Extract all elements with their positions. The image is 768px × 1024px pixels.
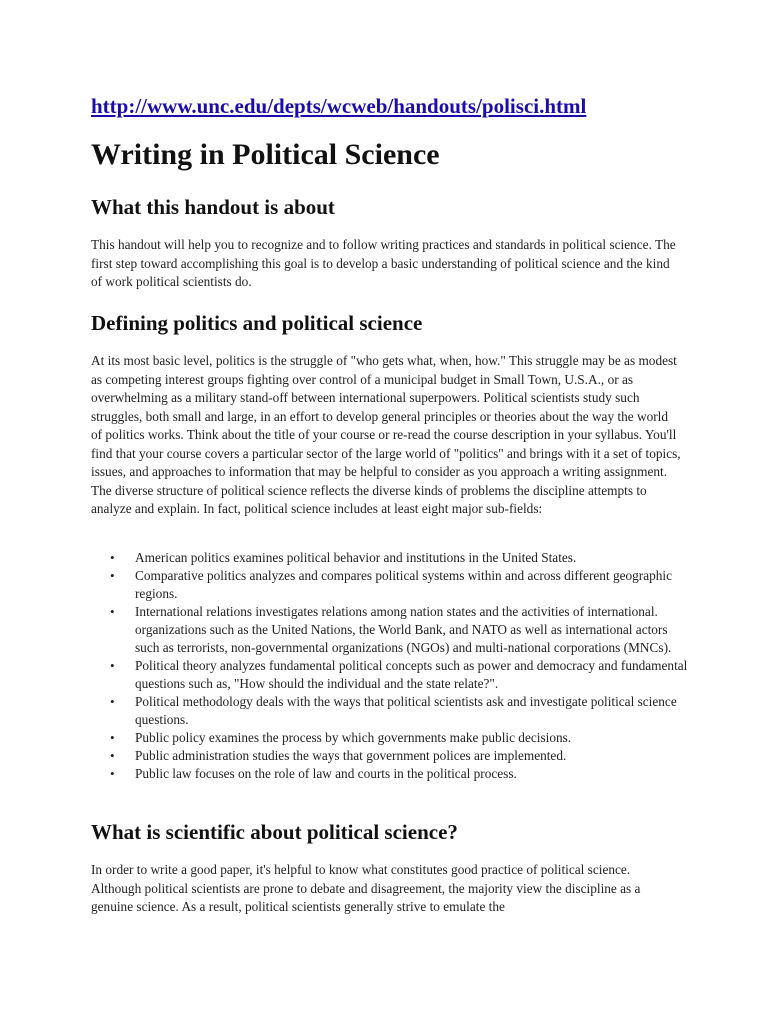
list-item-text: International relations investigates relations among nation states and the activities of international. organizations such as the United Nations, the World Bank, and NATO as well as international actors such as terrorists, non-governmental organizations (NGOs) and multi-national corporations (MNCs). <box>135 604 672 655</box>
list-item <box>108 657 688 693</box>
list-item-text: Public policy examines the process by which governments make public decisions. <box>135 730 572 745</box>
page-title: Writing in Political Science <box>91 138 440 171</box>
list-item <box>108 603 688 657</box>
bullet-icon: • <box>110 748 115 763</box>
bullet-icon: • <box>110 730 115 745</box>
section-heading-scientific: What is scientific about political science? <box>91 820 458 844</box>
list-item <box>108 765 688 783</box>
list-item-text: American politics examines political behavior and institutions in the United States. <box>135 550 577 565</box>
section-paragraph-scientific: In order to write a good paper, it's helpful to know what constitutes good practice of political science. Although political scientists are prone to debate and disagreement, the majority view the discipline as a genuine science. As a result, political scientists generally strive to emulate the <box>91 862 641 914</box>
list-item-text: Comparative politics analyzes and compares political systems within and across different geographic regions. <box>135 568 673 601</box>
bullet-icon: • <box>110 766 115 781</box>
list-item <box>108 567 688 603</box>
list-item <box>108 729 688 747</box>
source-url-link[interactable]: http://www.unc.edu/depts/wcweb/handouts/polisci.html <box>91 94 587 118</box>
list-item-text: Public administration studies the ways that government polices are implemented. <box>135 748 567 763</box>
list-item-text: Political methodology deals with the ways that political scientists ask and investigate political science questions. <box>135 694 677 727</box>
subfields-list <box>108 549 688 783</box>
section-paragraph-handout: This handout will help you to recognize and to follow writing practices and standards in political science. The first step toward accomplishing this goal is to develop a basic understanding of political science and the kind of work political scientists do. <box>91 237 676 289</box>
list-item-text: Public law focuses on the role of law and courts in the political process. <box>135 766 517 781</box>
section-heading-handout: What this handout is about <box>91 195 335 219</box>
list-item <box>108 549 688 567</box>
bullet-icon: • <box>110 658 115 673</box>
list-item <box>108 693 688 729</box>
list-item <box>108 747 688 765</box>
bullet-icon: • <box>110 604 115 619</box>
bullet-icon: • <box>110 694 115 709</box>
list-item-text: Political theory analyzes fundamental political concepts such as power and democracy and fundamental questions such as, "How should the individual and the state relate?". <box>135 658 688 691</box>
section-paragraph-defining: At its most basic level, politics is the struggle of "who gets what, when, how." This struggle may be as modest as competing interest groups fighting over control of a municipal budget in Small Town, U.S.A., or as overwhelming as a military stand-off between international superpowers. Political scientists study such struggles, both small and large, in an effort to develop general principles or theories about the way the world of politics works. Think about the title of your course or re-read the course description in your syllabus. You'll find that your course covers a particular sector of the large world of "politics" and brings with it a set of topics, issues, and approaches to information that may be helpful to consider as you approach a writing assignment. The diverse structure of political science reflects the diverse kinds of problems the discipline attempts to analyze and explain. In fact, political science includes at least eight major sub-fields: <box>91 353 681 516</box>
bullet-icon: • <box>110 568 115 583</box>
section-heading-defining: Defining politics and political science <box>91 311 423 335</box>
bullet-icon: • <box>110 550 115 565</box>
